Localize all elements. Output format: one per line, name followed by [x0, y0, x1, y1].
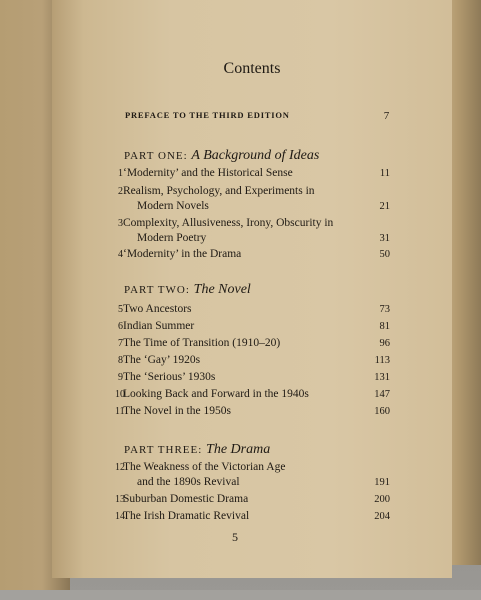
- toc-entry: [115, 387, 390, 402]
- entry-title: ‘Modernity’ in the Drama: [123, 248, 242, 260]
- toc-entry: [118, 336, 390, 351]
- toc-entry: [118, 302, 390, 317]
- part-subtitle: The Novel: [193, 282, 251, 297]
- entry-page-number: 96: [379, 338, 390, 349]
- entry-page-number: 31: [379, 233, 390, 244]
- toc-entry: [115, 509, 390, 524]
- entry-page-number: 200: [374, 494, 390, 505]
- toc-entry: [118, 370, 390, 385]
- part-subtitle: A Background of Ideas: [191, 148, 320, 163]
- entry-title: The Time of Transition (1910–20): [123, 337, 281, 349]
- entry-number: 6: [118, 321, 123, 332]
- entry-page-number: 113: [374, 355, 390, 366]
- page-title: Contents: [223, 60, 281, 77]
- entry-page-number: 131: [374, 372, 390, 383]
- toc-entry: [118, 166, 390, 181]
- entry-number: 14: [115, 511, 125, 522]
- part-three-heading: [124, 442, 270, 458]
- entry-page-number: 11: [379, 168, 390, 179]
- preface-page-number: 7: [383, 110, 390, 122]
- entry-number: 8: [118, 355, 123, 366]
- entry-number: 4: [118, 249, 123, 260]
- entry-page-number: 73: [379, 304, 390, 315]
- toc-entry: [115, 404, 390, 419]
- entry-title-continued: Modern Poetry: [137, 232, 207, 244]
- entry-number: 9: [118, 372, 123, 383]
- entry-page-number: 50: [379, 249, 390, 260]
- entry-title: The Novel in the 1950s: [123, 405, 231, 417]
- entry-number: 7: [118, 338, 123, 349]
- toc-entry: [118, 353, 390, 368]
- entry-title: Indian Summer: [123, 320, 195, 332]
- entry-title: Two Ancestors: [123, 303, 192, 315]
- toc-entry: [118, 247, 390, 262]
- entry-title: Complexity, Allusiveness, Irony, Obscurity in: [123, 217, 334, 229]
- toc-entry: [115, 460, 390, 490]
- entry-title: The Irish Dramatic Revival: [123, 510, 250, 522]
- toc-entry: [118, 319, 390, 334]
- preface-label: PREFACE TO THE THIRD EDITION: [125, 110, 290, 120]
- entry-title: Looking Back and Forward in the 1940s: [123, 388, 309, 400]
- entry-page-number: 191: [374, 477, 390, 488]
- entry-number: 12: [115, 462, 125, 473]
- page-number: 5: [232, 530, 238, 544]
- entry-title: The ‘Serious’ 1930s: [123, 371, 216, 383]
- entry-title: Realism, Psychology, and Experiments in: [123, 185, 315, 197]
- entry-title: The ‘Gay’ 1920s: [123, 354, 201, 366]
- entry-number: 3: [118, 218, 123, 229]
- part-one-heading: [124, 148, 319, 164]
- part-subtitle: The Drama: [206, 442, 271, 457]
- toc-entry: [118, 184, 390, 214]
- preface-entry: [125, 110, 390, 120]
- part-two-heading: [124, 282, 251, 298]
- entry-page-number: 204: [374, 511, 390, 522]
- entry-page-number: 147: [374, 389, 390, 400]
- toc-entry: [118, 216, 390, 246]
- entry-title: ‘Modernity’ and the Historical Sense: [123, 167, 293, 179]
- entry-number: 13: [115, 494, 125, 505]
- entry-number: 2: [118, 186, 123, 197]
- entry-page-number: 81: [379, 321, 390, 332]
- entry-title: Suburban Domestic Drama: [123, 493, 249, 505]
- entry-title: The Weakness of the Victorian Age: [123, 461, 286, 473]
- entry-number: 5: [118, 304, 123, 315]
- toc-entry: [115, 492, 390, 507]
- entry-page-number: 21: [379, 201, 390, 212]
- entry-title-continued: and the 1890s Revival: [137, 476, 240, 488]
- entry-number: 11: [115, 406, 125, 417]
- part-label: PART ONE:: [124, 150, 188, 162]
- contents-page: [52, 0, 452, 578]
- entry-number: 10: [115, 389, 125, 400]
- part-label: PART THREE:: [124, 444, 203, 456]
- entry-number: 1: [118, 168, 123, 179]
- part-label: PART TWO:: [124, 284, 190, 296]
- entry-title-continued: Modern Novels: [137, 200, 209, 212]
- entry-page-number: 160: [374, 406, 390, 417]
- surface-below-book: [0, 590, 481, 600]
